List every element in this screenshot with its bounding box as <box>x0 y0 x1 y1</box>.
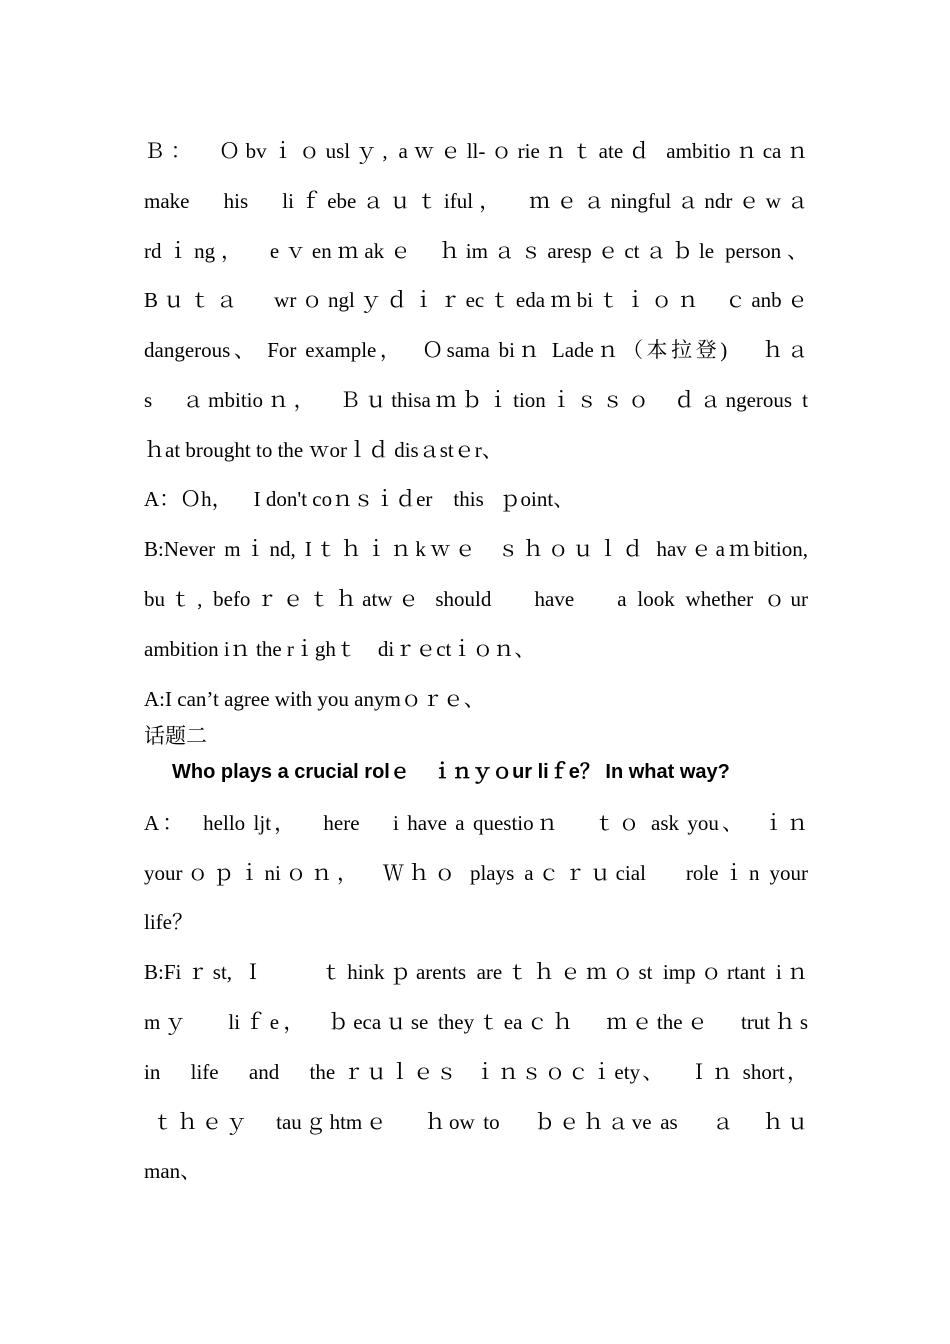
text-line: make his liｆebeａｕｔiful， ｍｅａningfulａndrｅwａ <box>144 189 808 213</box>
text-line: ambition iｎ the rｉghｔ diｒｅctｉｏｎ、 <box>144 637 536 661</box>
text-line: buｔ, befoｒｅｔｈatwｅ should have a look whether ｏur <box>144 587 808 611</box>
dialogue-line: mｙ liｆe， ｂecaｕse theyｔeaｃｈ ｍｅtheｅ trutｈs <box>144 1010 808 1034</box>
dialogue-line: life？ <box>144 910 193 934</box>
text-line: dangerous、 For example， Ｏsama biｎ Ladeｎ（本拉登) ｈａ <box>144 338 808 362</box>
dialogue-line: A： hello ljt， here i have a questioｎ ｔｏ ask you、 ｉｎ <box>144 811 808 835</box>
text-line: A:I can’t agree with you anymｏｒｅ、 <box>144 687 485 711</box>
dialogue-line: in life and the ｒｕｌｅｓ ｉｎｓｏｃｉety、 Ｉｎ short， <box>144 1060 808 1084</box>
text-line: ｈat brought to the ｗorｌｄ disａstｅr、 <box>144 438 503 462</box>
question-title: Who plays a crucial rolｅ ｉｎｙｏur liｆe？ In what way? <box>172 761 730 783</box>
dialogue-line: man、 <box>144 1159 202 1183</box>
text-line: A：Ｏh， I don't coｎｓｉｄer this ｐoint、 <box>144 487 575 511</box>
text-line: Bｕｔａ wrｏnglｙｄｉｒecｔedaｍbiｔｉｏｎ ｃanbｅ <box>144 288 808 312</box>
text-line: Ｂ： Ｏbvｉｏuslｙ, aｗｅll-ｏrieｎｔateｄ ambitioｎcaｎ <box>144 139 808 163</box>
dialogue-line: ｔｈｅｙ tauｇhtmｅ ｈow to ｂｅｈａve as ａ ｈｕ <box>144 1110 808 1134</box>
text-line: s ａmbitioｎ， Ｂｕthisaｍｂｉtionｉｓｓｏ ｄａngerous t <box>144 388 808 412</box>
dialogue-line: yourｏｐｉniｏｎ， Ｗｈｏ plays aｃｒｕcial roleｉn your <box>144 861 808 885</box>
text-line: B:Never mｉnd, Iｔｈｉｎkｗｅ ｓｈｏｕｌｄ havｅaｍbition, <box>144 537 808 561</box>
dialogue-line: B:Fiｒst, Ｉ ｔhinkｐarents areｔｈｅｍｏst impｏrtant iｎ <box>144 960 808 984</box>
text-line: rdｉng， eｖenｍakｅ ｈimａｓarespｅctａｂle person、 <box>144 239 808 263</box>
section-heading: 话题二 <box>144 724 207 748</box>
